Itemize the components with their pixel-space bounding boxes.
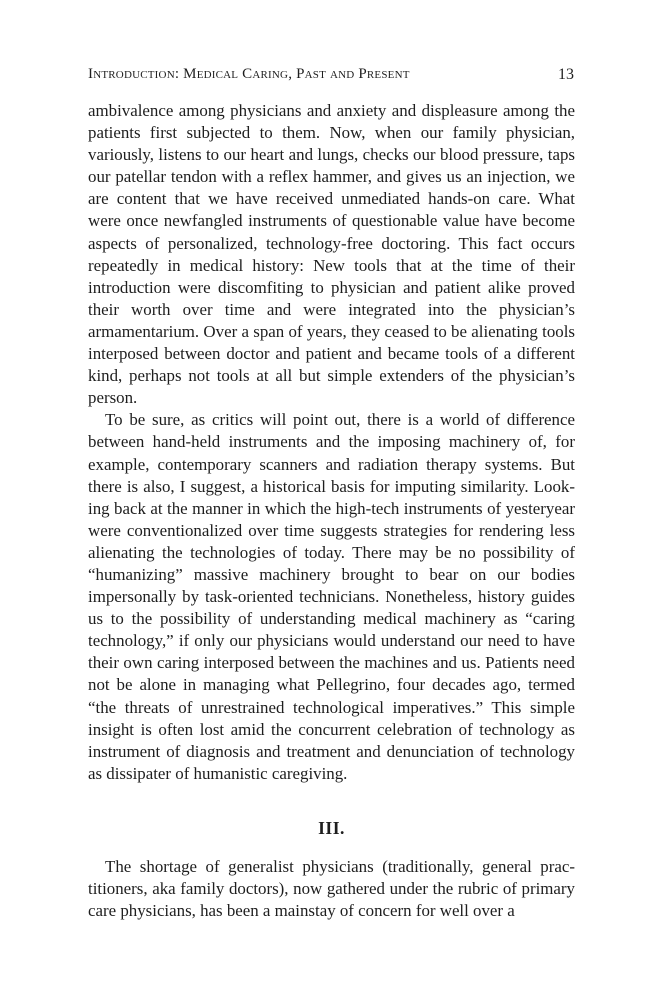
section-paragraph: The shortage of generalist physicians (traditionally, general practitioners, aka family doctors), now gathered under the rubric of primary care physicians, has been a mainstay of concern for well over a bbox=[88, 856, 575, 921]
running-head bbox=[88, 66, 575, 86]
paragraph-continued: ambivalence among physicians and anxiety and displeasure among the patients first subjected to them. Now, when our family physician, variously, listens to our heart and lungs, checks our blood pressure, taps our patellar tendon with a reflex hammer, and gives us an injection, we are content that we have received unmediated hands-on care. What were once newfangled instruments of questionable value have become aspects of personalized, technology-free doctoring. This fact occurs repeatedly in medical history: New tools that at the time of their introduction were discomfiting to physician and patient alike proved their worth over time and were integrated into the physician’s armamentarium. Over a span of years, they ceased to be alienating tools interposed between doctor and patient and became tools of a different kind, perhaps not tools at all but simple extenders of the physician’s person. bbox=[88, 101, 575, 408]
paragraph: To be sure, as critics will point out, there is a world of difference between hand-held instruments and the imposing machinery of, for example, contemporary scanners and radiation therapy systems. But there is also, I suggest, a historical basis for imputing similarity. Looking back at the manner in which the high-tech instruments of yesteryear were conventionalized over time suggests strategies for rendering less alienating the technologies of today. There may be no possibility of “humanizing” massive machinery brought to bear on our bodies impersonally by task-oriented technicians. Nonetheless, history guides us to the possibility of understanding medical machinery as “caring technology,” if only our physicians would understand our need to have their own caring interposed between the machines and us. Patients need not be alone in managing what Pellegrino, four decades ago, termed “the threats of unrestrained technological imperatives.” This simple insight is often lost amid the concurrent celebration of technology as instrument of diagnosis and treatment and denunciation of technology as dissipater of humanistic caregiving. bbox=[88, 410, 575, 783]
body-text bbox=[88, 100, 575, 922]
running-title: Introduction: Medical Caring, Past and Present bbox=[88, 66, 410, 82]
section-heading: III. bbox=[318, 817, 345, 838]
page-number: 13 bbox=[558, 66, 574, 83]
book-page bbox=[88, 0, 575, 1000]
